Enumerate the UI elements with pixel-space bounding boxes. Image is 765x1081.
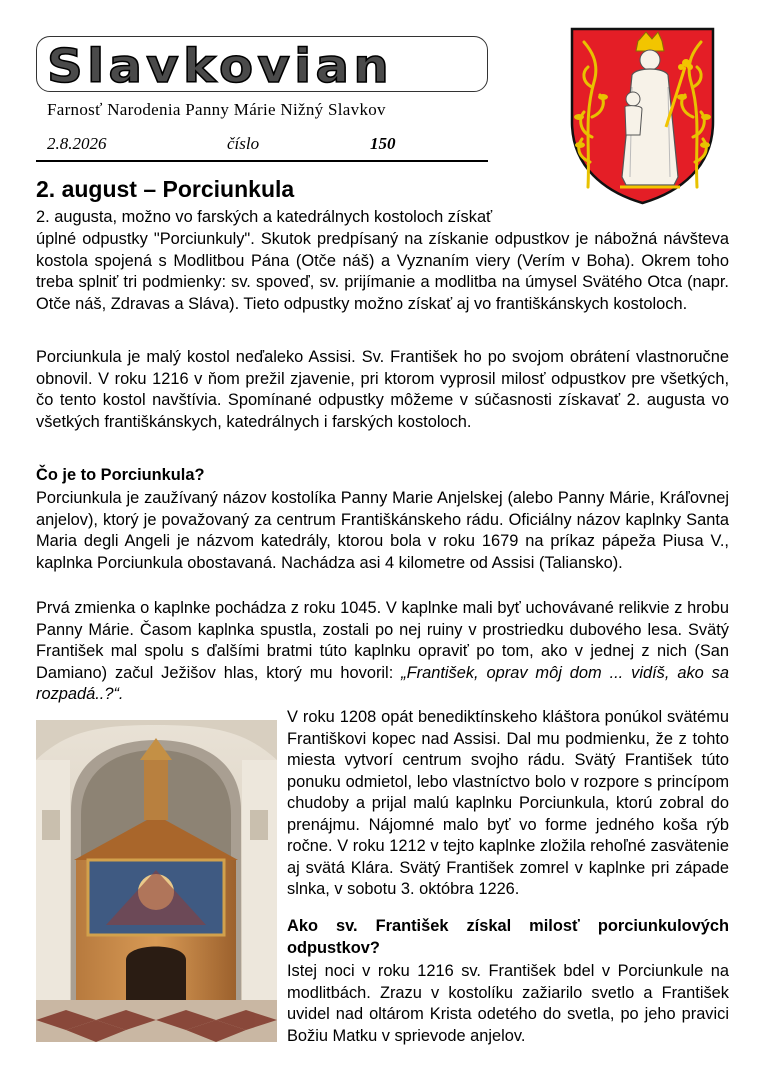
madonna-crest-icon xyxy=(570,27,715,205)
issue-label: číslo xyxy=(227,134,260,153)
parish-name: Farnosť Narodenia Panny Márie Nižný Slavkov xyxy=(47,100,386,119)
paragraph-history-text: Prvá zmienka o kaplnke pochádza z roku 1045. V kaplnke mali byť uchovávané relikvie z hrobu Panny Márie. Časom kaplnka spustla, zostali po nej ruiny v prostriedku dubového lesa. Svätý František mal spolu s ďalšími bratmi túto kaplnku opraviť po tom, ako v jednej z nich (San Damiano) začul Ježišov hlas, ktorý mu hovoril: xyxy=(36,599,729,682)
paragraph-intro: úplné odpustky "Porciunkuly". Skutok predpísaný na získanie odpustkov je nábožná návšteva kostola spojená s Modlitbou Pána (Otče náš) a Vyznaním viery (Verím v Boha). Okrem toho treba splniť tri podmienky: sv. spoveď, sv. prijímanie a modlitba na úmysel Svätého Otca (napr. Otče náš, Zdravas a Sláva). Tieto odpustky možno získať aj vo františkánskych kostoloch. xyxy=(36,230,729,313)
article-title: 2. august – Porciunkula xyxy=(36,176,295,202)
jesus-quote: „František, oprav môj dom ... vidíš, ako sa rozpadá..?“. xyxy=(36,663,729,703)
issue-number: 150 xyxy=(370,134,396,153)
header-divider xyxy=(36,160,488,162)
newsletter-title: Slavkovian xyxy=(47,39,394,93)
paragraph-name: Porciunkula je zaužívaný názov kostolíka Panny Marie Anjelskej (alebo Panny Márie, Kráľovnej anjelov), ktorý je považovaný za centrum Františkánskeho rádu. Oficiálny názov kaplnky Santa Maria degli Angeli je názvom katedrály, ktorou bola v roku 1679 na príkaz pápeža Piusa V., kaplnka Porciunkula obostavaná. Nachádza asi 4 kilometre od Assisi (Taliansko). xyxy=(36,489,729,572)
paragraph-benedictine: V roku 1208 opát benediktínskeho kláštora ponúkol svätému Františkovi kopec nad Assisi. Dal mu podmienku, že z tohto miesta vytvorí centrum svojho rádu. Svätý František túto ponuku odmietol, lebo vlastníctvo bolo v rozpore s princípom chudoby a prijal malú kaplnku Porciunkula, ktorú zobral do prenájmu. Nájomné malo byť vo forme jedného koša rýb ročne. V roku 1212 v tejto kaplnke zložila rehoľné zasvätenie aj svätá Klára. Svätý František zomrel v kaplnke pri západe slnka, v sobotu 3. októbra 1226. xyxy=(287,708,729,898)
paragraph-history xyxy=(36,598,729,706)
porziuncola-chapel-photo xyxy=(36,720,277,1042)
heading-what-is: Čo je to Porciunkula? xyxy=(36,466,205,484)
issue-date: 2.8.2026 xyxy=(47,134,107,153)
heading-how-indulgence: Ako sv. František získal milosť porciunkulových odpustkov? xyxy=(287,917,729,957)
masthead xyxy=(36,36,488,92)
paragraph-about: Porciunkula je malý kostol neďaleko Assisi. Sv. František ho po svojom obrátení vlastnoručne obnovil. V roku 1216 v ňom prežil zjavenie, pri ktorom vyprosil milosť odpustkov pre všetkých, čo tento kostol navštívia. Spomínané odpustky môžeme v súčasnosti získavať 2. augusta vo všetkých františkánskych, katedrálnych i farských kostoloch. xyxy=(36,348,729,431)
paragraph-intro-first-line: 2. augusta, možno vo farských a katedrálnych kostoloch získať xyxy=(36,208,493,226)
paragraph-vision: Istej noci v roku 1216 sv. František bdel v Porciunkule na modlitbách. Zrazu v kostolíku zažiarilo svetlo a František uvidel nad oltárom Krista odetého do svetla, po jeho pravici Božiu Matku v sprievode anjelov. xyxy=(287,962,729,1045)
